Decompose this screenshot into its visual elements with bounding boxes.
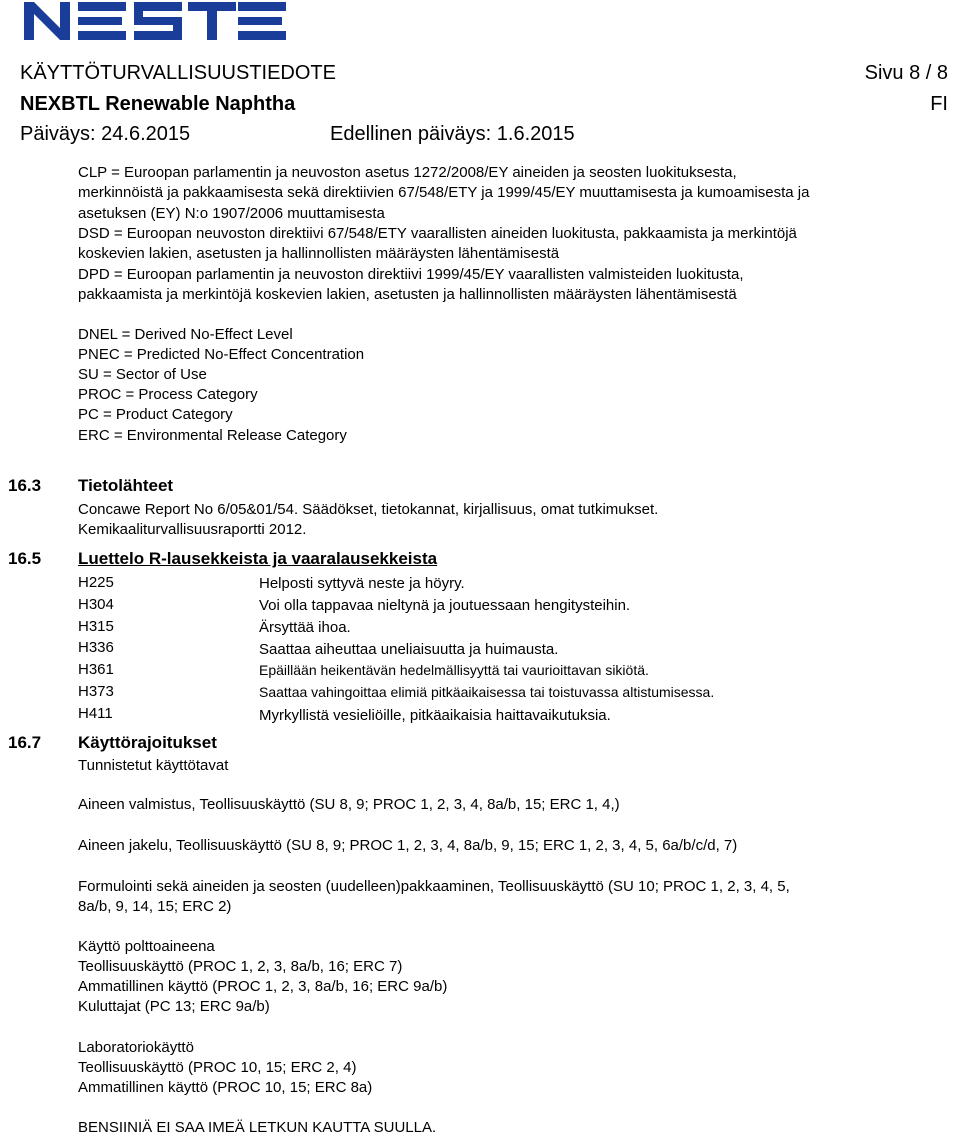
english-abbreviation: DNEL = Derived No-Effect Level xyxy=(78,326,293,343)
abbreviation-line: DSD = Euroopan neuvoston direktiivi 67/548/ETY vaarallisten aineiden luokitusta, pakkaamista ja merkintöjä xyxy=(78,225,797,242)
hazard-code: H336 xyxy=(78,639,114,656)
use-line: Ammatillinen käyttö (PROC 1, 2, 3, 8a/b, 16; ERC 9a/b) xyxy=(78,978,448,995)
hazard-statement: Voi olla tappavaa nieltynä ja joutuessaan hengitysteihin. xyxy=(259,597,631,614)
use-line: Laboratoriokäyttö xyxy=(78,1039,194,1056)
abbreviation-line: asetuksen (EY) N:o 1907/2006 muuttamisesta xyxy=(78,205,385,222)
hazard-code: H373 xyxy=(78,683,114,700)
use-line: Teollisuuskäyttö (PROC 10, 15; ERC 2, 4) xyxy=(78,1059,357,1076)
english-abbreviation: ERC = Environmental Release Category xyxy=(78,427,347,444)
use-line: Käyttö polttoaineena xyxy=(78,938,215,955)
section-title: Luettelo R-lausekkeista ja vaaralausekkeista xyxy=(78,549,438,568)
hazard-code: H361 xyxy=(78,661,114,678)
product-name: NEXBTL Renewable Naphtha xyxy=(20,93,296,115)
section-number: 16.7 xyxy=(8,733,42,752)
abbreviation-line: DPD = Euroopan parlamentin ja neuvoston direktiivi 1999/45/EY vaarallisten valmisteiden luokitusta, xyxy=(78,266,744,283)
page-number: Sivu 8 / 8 xyxy=(864,62,948,84)
use-line: 8a/b, 9, 14, 15; ERC 2) xyxy=(78,898,232,915)
hazard-statement: Ärsyttää ihoa. xyxy=(259,619,351,636)
use-line: Ammatillinen käyttö (PROC 10, 15; ERC 8a) xyxy=(78,1079,373,1096)
use-line: Teollisuuskäyttö (PROC 1, 2, 3, 8a/b, 16; ERC 7) xyxy=(78,958,403,975)
source-line: Kemikaaliturvallisuusraportti 2012. xyxy=(78,521,307,538)
section-title: Käyttörajoitukset xyxy=(78,733,217,752)
warning-text: BENSIINIÄ EI SAA IMEÄ LETKUN KAUTTA SUULLA. xyxy=(78,1119,437,1136)
use-line: Formulointi sekä aineiden ja seosten (uudelleen)pakkaaminen, Teollisuuskäyttö (SU 10; PROC 1, 2, 3, 4, 5, xyxy=(78,878,790,895)
abbreviation-line: merkinnöistä ja pakkaamisesta sekä direktiivien 67/548/ETY ja 1999/45/EY muuttamisesta ja kumoamisesta ja xyxy=(78,184,810,201)
neste-logo xyxy=(24,2,286,40)
previous-date: Edellinen päiväys: 1.6.2015 xyxy=(330,123,575,145)
english-abbreviation: PROC = Process Category xyxy=(78,386,258,403)
language-code: FI xyxy=(930,93,948,115)
section-number: 16.3 xyxy=(8,476,42,495)
section-title: Tietolähteet xyxy=(78,476,174,495)
hazard-statement: Saattaa vahingoittaa elimiä pitkäaikaisessa tai toistuvassa altistumisessa. xyxy=(259,684,715,700)
section-number: 16.5 xyxy=(8,549,42,568)
use-line: Kuluttajat (PC 13; ERC 9a/b) xyxy=(78,998,270,1015)
issue-date: Päiväys: 24.6.2015 xyxy=(20,123,191,145)
hazard-statement: Myrkyllistä vesieliöille, pitkäaikaisia haittavaikutuksia. xyxy=(259,707,611,724)
abbreviation-line: pakkaamista ja merkintöjä koskevien lakien, asetusten ja hallinnollisten määräysten lähentämisestä xyxy=(78,286,737,303)
hazard-statement: Helposti syttyvä neste ja höyry. xyxy=(259,575,465,592)
abbreviation-line: CLP = Euroopan parlamentin ja neuvoston asetus 1272/2008/EY aineiden ja seosten luokituksesta, xyxy=(78,164,737,181)
use-line: Aineen valmistus, Teollisuuskäyttö (SU 8, 9; PROC 1, 2, 3, 4, 8a/b, 15; ERC 1, 4,) xyxy=(78,796,620,813)
hazard-statement: Epäillään heikentävän hedelmällisyyttä tai vaurioittavan sikiötä. xyxy=(259,662,649,678)
english-abbreviation: PC = Product Category xyxy=(78,406,233,423)
use-line: Aineen jakelu, Teollisuuskäyttö (SU 8, 9; PROC 1, 2, 3, 4, 8a/b, 9, 15; ERC 1, 2, 3, 4, 5, 6a/b/c/d, 7) xyxy=(78,837,738,854)
hazard-code: H315 xyxy=(78,618,114,635)
hazard-statement: Saattaa aiheuttaa uneliaisuutta ja huimausta. xyxy=(259,641,559,658)
hazard-code: H304 xyxy=(78,596,114,613)
section-subtitle: Tunnistetut käyttötavat xyxy=(78,757,229,774)
hazard-code: H225 xyxy=(78,574,114,591)
english-abbreviation: PNEC = Predicted No-Effect Concentration xyxy=(78,346,365,363)
document-type: KÄYTTÖTURVALLISUUSTIEDOTE xyxy=(20,62,336,84)
english-abbreviation: SU = Sector of Use xyxy=(78,366,207,383)
source-line: Concawe Report No 6/05&01/54. Säädökset, tietokannat, kirjallisuus, omat tutkimukset. xyxy=(78,501,659,518)
hazard-code: H411 xyxy=(78,705,113,722)
abbreviation-line: koskevien lakien, asetusten ja hallinnollisten määräysten lähentämisestä xyxy=(78,245,560,262)
